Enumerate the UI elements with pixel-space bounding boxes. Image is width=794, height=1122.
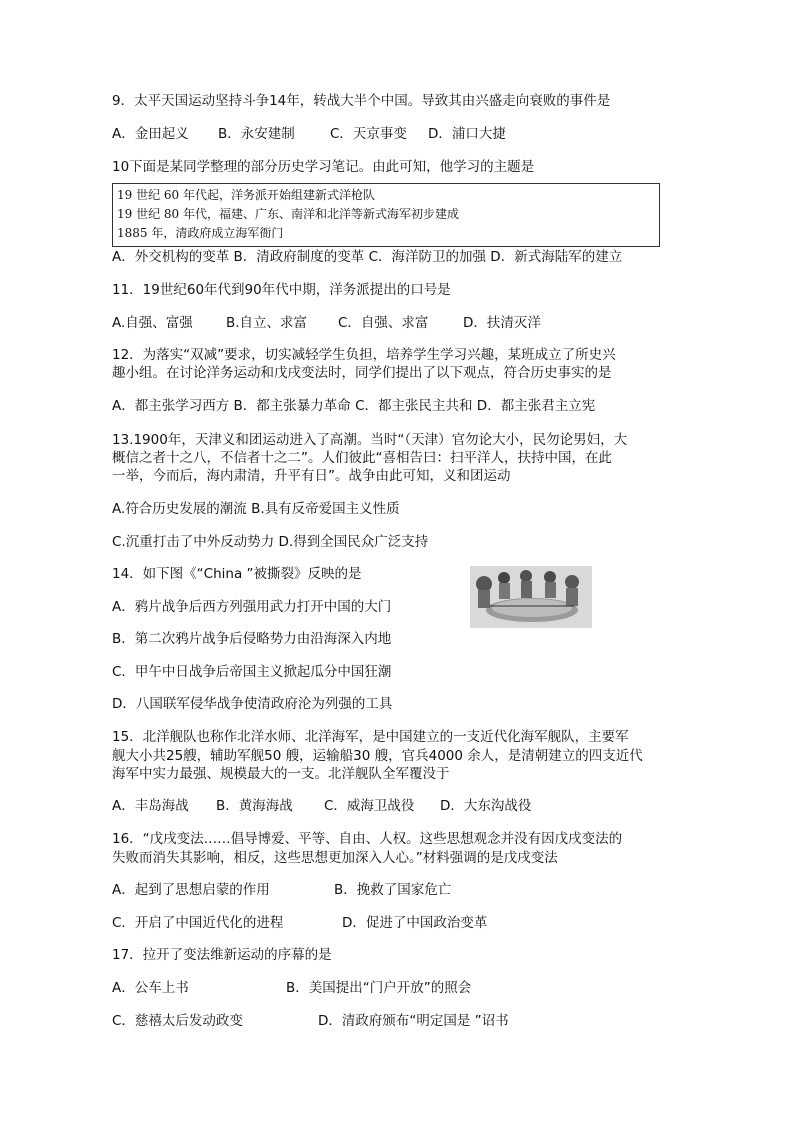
question-13-stem-line-2: 概信之者十之八，不信者十之二”。人们彼此“喜相告曰：扫平洋人，扶持中国，在此 [112, 450, 612, 466]
question-10-options: A．外交机构的变革 B．清政府制度的变革 C．海洋防卫的加强 D．新式海陆军的建立 [112, 249, 623, 265]
note-line-3: 1885 年，清政府成立海军衙门 [117, 226, 284, 240]
question-16-stem-line-2: 失败而消失其影响，相反，这些思想更加深入人心。”材料强调的是戊戌变法 [112, 850, 558, 866]
question-14-stem: 14．如下图《“China ”被撕裂》反映的是 [112, 566, 362, 582]
question-12-stem-line-2: 趣小组。在讨论洋务运动和戊戌变法时，同学们提出了以下观点，符合历史事实的是 [112, 365, 612, 381]
question-9-option-b: B．永安建制 [218, 126, 295, 142]
question-17-option-c: C．慈禧太后发动政变 [112, 1013, 243, 1029]
question-16-option-a: A．起到了思想启蒙的作用 [112, 882, 270, 898]
question-11-option-a: A.自强、富强 [112, 315, 193, 331]
question-17-stem: 17．拉开了变法维新运动的序幕的是 [112, 947, 332, 963]
china-torn-cartoon-image [470, 566, 592, 628]
question-15-stem-line-3: 海军中实力最强、规模最大的一支。北洋舰队全军覆没于 [112, 766, 450, 782]
question-16-option-d: D．促进了中国政治变革 [342, 915, 488, 931]
question-13-options-line-1: A.符合历史发展的潮流 B.具有反帝爱国主义性质 [112, 501, 400, 517]
note-line-1: 19 世纪 60 年代起，洋务派开始组建新式洋枪队 [117, 188, 375, 202]
question-13-options-line-2: C.沉重打击了中外反动势力 D.得到全国民众广泛支持 [112, 534, 429, 550]
question-9-stem: 9．太平天国运动坚持斗争14年，转战大半个中国。导致其由兴盛走向衰败的事件是 [112, 93, 611, 109]
question-9-option-d: D．浦口大捷 [428, 126, 506, 142]
question-15-stem-line-2: 舰大小共25艘，辅助军舰50 艘，运输船30 艘，官兵4000 余人，是清朝建立的四支近代 [112, 748, 643, 764]
question-10-stem: 10下面是某同学整理的部分历史学习笔记。由此可知，他学习的主题是 [112, 159, 535, 175]
question-11-option-b: B.自立、求富 [226, 315, 308, 331]
question-12-options: A．都主张学习西方 B．都主张暴力革命 C．都主张民主共和 D．都主张君主立宪 [112, 398, 596, 414]
question-17-option-d: D．清政府颁布“明定国是 ”诏书 [318, 1013, 509, 1029]
question-14-option-c: C．甲午中日战争后帝国主义掀起瓜分中国狂潮 [112, 664, 392, 680]
note-line-2: 19 世纪 80 年代，福建、广东、南洋和北洋等新式海军初步建成 [117, 207, 459, 221]
question-17-option-a: A．公车上书 [112, 980, 189, 996]
question-15-stem-line-1: 15．北洋舰队也称作北洋水师、北洋海军，是中国建立的一支近代化海军舰队，主要军 [112, 729, 629, 745]
question-15-option-a: A．丰岛海战 [112, 798, 189, 814]
question-13-stem-line-3: 一举，今而后，海内肃清，升平有日”。战争由此可知，义和团运动 [112, 468, 511, 484]
question-13-stem-line-1: 13.1900年，天津义和团运动进入了高潮。当时“（天津）官勿论大小，民勿论男妇，大 [112, 432, 628, 448]
question-11-stem: 11．19世纪60年代到90年代中期，洋务派提出的口号是 [112, 282, 451, 298]
question-11-option-d: D．扶清灭洋 [463, 315, 541, 331]
notes-box [112, 183, 660, 247]
question-12-stem-line-1: 12．为落实“双减”要求，切实减轻学生负担，培养学生学习兴趣，某班成立了所史兴 [112, 347, 616, 363]
question-14-option-d: D．八国联军侵华战争使清政府沦为列强的工具 [112, 696, 393, 712]
question-16-option-c: C．开启了中国近代化的进程 [112, 915, 284, 931]
question-16-option-b: B．挽救了国家危亡 [334, 882, 452, 898]
question-9-option-c: C．天京事变 [330, 126, 407, 142]
question-14-option-a: A．鸦片战争后西方列强用武力打开中国的大门 [112, 599, 392, 615]
question-11-option-c: C．自强、求富 [338, 315, 429, 331]
question-15-option-b: B．黄海海战 [216, 798, 293, 814]
question-16-stem-line-1: 16．“戊戌变法……倡导博爱、平等、自由、人权。这些思想观念并没有因戊戌变法的 [112, 831, 623, 847]
question-14-option-b: B．第二次鸦片战争后侵略势力由沿海深入内地 [112, 631, 392, 647]
question-9-option-a: A．金田起义 [112, 126, 189, 142]
question-15-option-c: C．威海卫战役 [324, 798, 415, 814]
question-17-option-b: B．美国提出“门户开放”的照会 [286, 980, 472, 996]
cartoon-drawing [470, 566, 592, 628]
question-15-option-d: D．大东沟战役 [440, 798, 532, 814]
